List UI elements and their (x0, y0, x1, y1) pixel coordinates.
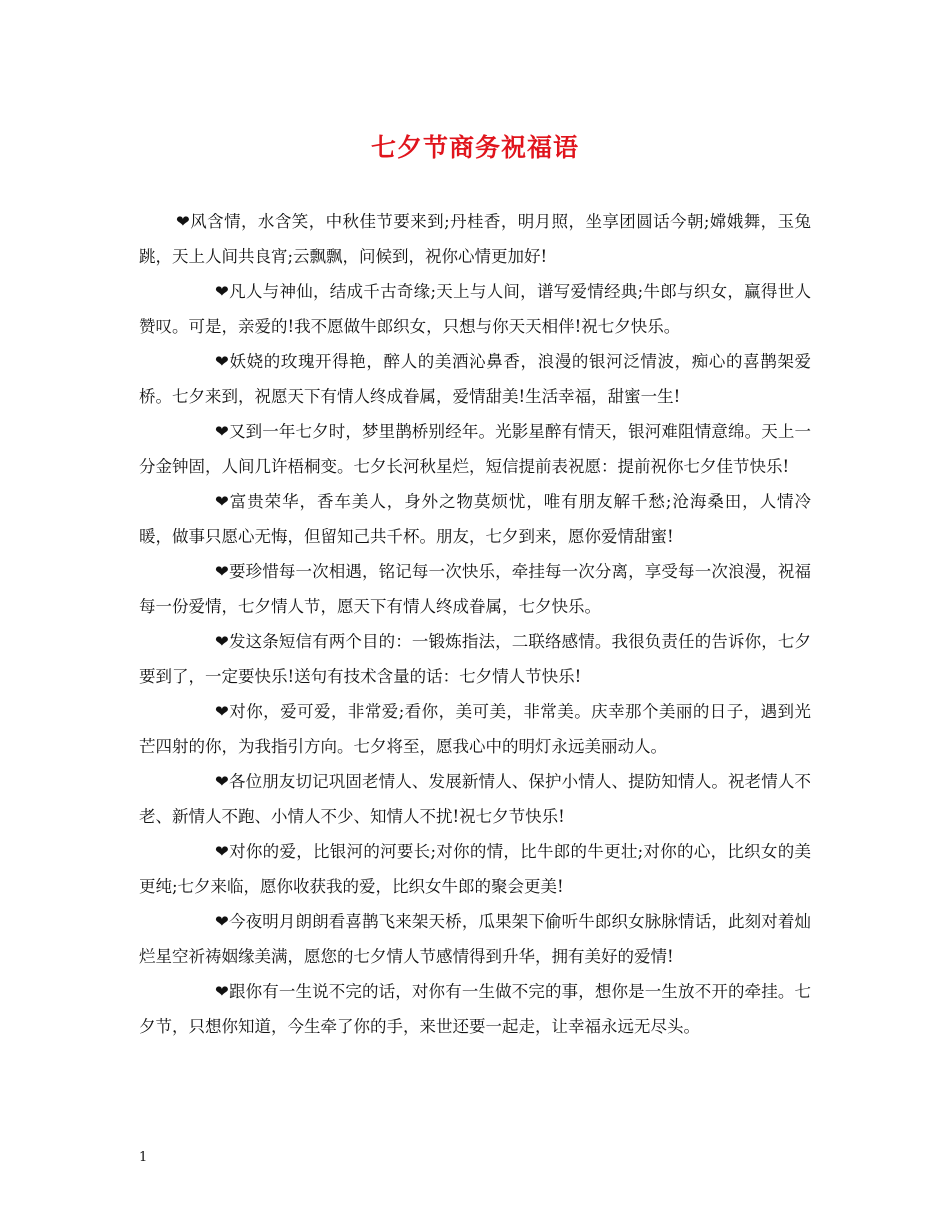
paragraph: ❤凡人与神仙，结成千古奇缘;天上与人间，谱写爱情经典;牛郎与织女，赢得世人赞叹。可是，亲爱的!我不愿做牛郎织女，只想与你天天相伴!祝七夕快乐。 (139, 282, 811, 336)
paragraph: ❤妖娆的玫瑰开得艳，醉人的美酒沁鼻香，浪漫的银河泛情波，痴心的喜鹊架爱桥。七夕来到，祝愿天下有情人终成眷属，爱情甜美!生活幸福，甜蜜一生! (139, 352, 811, 406)
paragraph: ❤跟你有一生说不完的话，对你有一生做不完的事，想你是一生放不开的牵挂。七夕节，只想你知道，今生牵了你的手，来世还要一起走，让幸福永远无尽头。 (139, 982, 811, 1036)
paragraph: ❤风含情，水含笑，中秋佳节要来到;丹桂香，明月照，坐享团圆话今朝;嫦娥舞，玉兔跳，天上人间共良宵;云飘飘，问候到，祝你心情更加好! (139, 212, 811, 266)
paragraph: ❤又到一年七夕时，梦里鹊桥别经年。光影星醉有情天，银河难阻情意绵。天上一分金钟固，人间几许梧桐变。七夕长河秋星烂，短信提前表祝愿：提前祝你七夕佳节快乐! (139, 422, 811, 476)
paragraph: ❤今夜明月朗朗看喜鹊飞来架天桥，瓜果架下偷听牛郎织女脉脉情话，此刻对着灿烂星空祈祷姻缘美满，愿您的七夕情人节感情得到升华，拥有美好的爱情! (139, 912, 811, 966)
paragraph: ❤富贵荣华，香车美人，身外之物莫烦忧，唯有朋友解千愁;沧海桑田，人情冷暖，做事只愿心无悔，但留知己共千杯。朋友，七夕到来，愿你爱情甜蜜! (139, 492, 811, 546)
page-number: 1 (139, 1150, 148, 1165)
document-title: 七夕节商务祝福语 (370, 133, 579, 162)
paragraph: ❤要珍惜每一次相遇，铭记每一次快乐，牵挂每一次分离，享受每一次浪漫，祝福每一份爱情，七夕情人节，愿天下有情人终成眷属，七夕快乐。 (139, 562, 811, 616)
paragraph: ❤对你的爱，比银河的河要长;对你的情，比牛郎的牛更壮;对你的心，比织女的美更纯;七夕来临，愿你收获我的爱，比织女牛郎的聚会更美! (139, 842, 811, 896)
paragraph: ❤各位朋友切记巩固老情人、发展新情人、保护小情人、提防知情人。祝老情人不老、新情人不跑、小情人不少、知情人不扰!祝七夕节快乐! (139, 772, 811, 826)
paragraph: ❤发这条短信有两个目的：一锻炼指法，二联络感情。我很负责任的告诉你，七夕要到了，一定要快乐!送句有技术含量的话：七夕情人节快乐! (139, 632, 811, 686)
document-body (139, 204, 811, 1044)
paragraph: ❤对你，爱可爱，非常爱;看你，美可美，非常美。庆幸那个美丽的日子，遇到光芒四射的你，为我指引方向。七夕将至，愿我心中的明灯永远美丽动人。 (139, 702, 811, 756)
